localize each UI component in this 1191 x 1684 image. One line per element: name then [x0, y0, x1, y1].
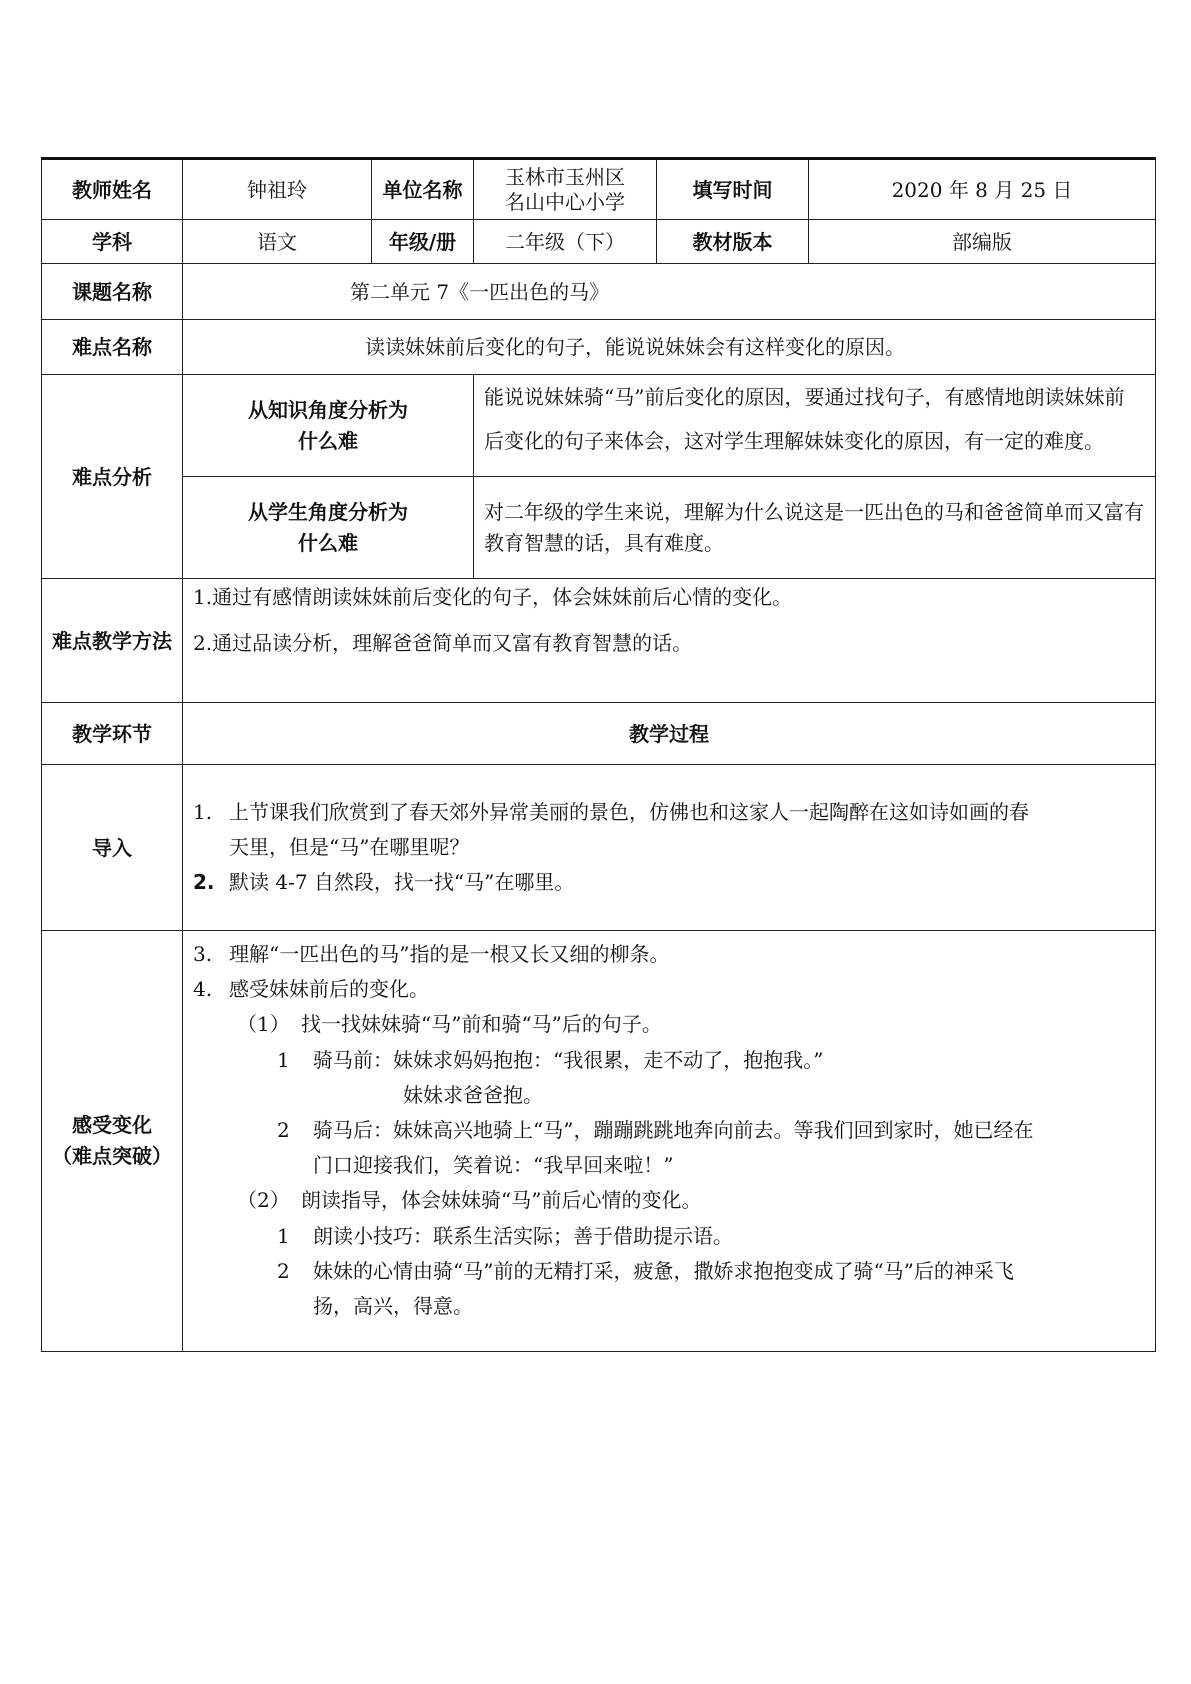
feel-sub-1-b-number: 2 — [277, 1117, 290, 1142]
student-angle-label-line-1: 从学生角度分析为 — [248, 499, 408, 524]
feel-sub-1-a-number: 1 — [277, 1047, 290, 1072]
feel-sub-1-b-line-2: 门口迎接我们，笑着说：“我早回来啦！” — [313, 1153, 674, 1178]
feel-sub-1-b-text — [313, 1113, 1145, 1183]
feel-sub-2-b-line-1: 妹妹的心情由骑“马”前的无精打采，疲惫，撒娇求抱抱变成了骑“马”后的神采飞 — [313, 1258, 1014, 1283]
topic-value: 第二单元 7《一匹出色的马》 — [183, 264, 1156, 320]
unit-name-line-1: 玉林市玉州区 — [505, 164, 625, 189]
feel-sub-2-b — [193, 1254, 1145, 1324]
edition-label: 教材版本 — [657, 220, 809, 264]
feel-sub-2-number: （2） — [237, 1188, 290, 1213]
feel-sub-2-text: 朗读指导，体会妹妹骑“马”前后心情的变化。 — [301, 1188, 702, 1213]
header-row-1 — [42, 159, 1156, 220]
intro-item-1-line-2: 天里，但是“马”在哪里呢？ — [229, 835, 470, 859]
intro-item-2-number: 2. — [193, 870, 215, 894]
student-angle-text-line-1: 对二年级的学生来说，理解为什么说这是一匹出色的马和爸爸简单而又富有 — [484, 499, 1144, 524]
stage-header-label: 教学环节 — [42, 703, 183, 765]
feel-label — [42, 931, 183, 1352]
intro-item-1 — [193, 795, 1145, 865]
lesson-plan-page — [41, 157, 1155, 1352]
feel-sub-1-a-text — [313, 1043, 1145, 1113]
analysis-label: 难点分析 — [42, 375, 183, 579]
unit-name-value — [474, 159, 657, 220]
method-content — [183, 579, 1156, 703]
knowledge-angle-text-line-2: 后变化的句子来体会，这对学生理解妹妹变化的原因，有一定的难度。 — [484, 429, 1104, 453]
feel-sub-2-b-text — [313, 1254, 1145, 1324]
feel-sub-1 — [193, 1007, 1145, 1042]
knowledge-angle-label — [183, 375, 474, 477]
feel-sub-1-text: 找一找妹妹骑“马”前和骑“马”后的句子。 — [301, 1012, 662, 1037]
method-item-2: 2.通过品读分析，理解爸爸简单而又富有教育智慧的话。 — [193, 631, 693, 655]
feel-sub-2-a — [193, 1219, 1145, 1254]
knowledge-angle-text-line-1: 能说说妹妹骑“马”前后变化的原因，要通过找句子，有感情地朗读妹妹前 — [484, 385, 1125, 409]
intro-item-2-text: 默读 4-7 自然段，找一找“马”在哪里。 — [229, 870, 575, 894]
subject-value: 语文 — [183, 220, 372, 264]
header-row-2 — [42, 220, 1156, 264]
student-angle-label-line-2: 什么难 — [298, 530, 358, 555]
intro-row — [42, 765, 1156, 931]
method-item-1: 1.通过有感情朗读妹妹前后变化的句子，体会妹妹前后心情的变化。 — [193, 585, 793, 609]
process-header-row — [42, 703, 1156, 765]
feel-label-line-2: （难点突破） — [52, 1144, 172, 1168]
feel-item-3 — [193, 937, 1145, 972]
intro-label: 导入 — [42, 765, 183, 931]
feel-item-4-text: 感受妹妹前后的变化。 — [229, 977, 429, 1002]
knowledge-angle-label-line-2: 什么难 — [298, 428, 358, 453]
knowledge-angle-text — [474, 375, 1156, 477]
subject-label: 学科 — [42, 220, 183, 264]
feel-item-4 — [193, 972, 1145, 1007]
difficulty-label: 难点名称 — [42, 320, 183, 375]
feel-sub-1-b-line-1: 骑马后：妹妹高兴地骑上“马”，蹦蹦跳跳地奔向前去。等我们回到家时，她已经在 — [313, 1117, 1034, 1142]
student-angle-text — [474, 477, 1156, 579]
feel-sub-2 — [193, 1183, 1145, 1218]
difficulty-value: 读读妹妹前后变化的句子，能说说妹妹会有这样变化的原因。 — [183, 320, 1156, 375]
feel-sub-1-number: （1） — [237, 1012, 290, 1037]
grade-value: 二年级（下） — [474, 220, 657, 264]
intro-item-1-number: 1. — [193, 800, 213, 824]
feel-sub-1-a — [193, 1043, 1145, 1113]
topic-label: 课题名称 — [42, 264, 183, 320]
grade-label: 年级/册 — [372, 220, 474, 264]
feel-content — [183, 931, 1156, 1352]
student-angle-label — [183, 477, 474, 579]
analysis-student-row — [42, 477, 1156, 579]
student-angle-text-line-2: 教育智慧的话，具有难度。 — [484, 530, 724, 555]
intro-item-2 — [193, 865, 1145, 900]
feel-sub-1-a-line-1: 骑马前：妹妹求妈妈抱抱：“我很累，走不动了，抱抱我。” — [313, 1047, 824, 1072]
process-header-label: 教学过程 — [183, 703, 1156, 765]
intro-item-1-text — [229, 795, 1145, 865]
intro-content — [183, 765, 1156, 931]
method-label: 难点教学方法 — [42, 579, 183, 703]
feel-sub-1-a-line-2: 妹妹求爸爸抱。 — [403, 1082, 543, 1107]
feel-sub-2-a-number: 1 — [277, 1223, 290, 1248]
unit-name-label: 单位名称 — [372, 159, 474, 220]
teacher-name-value: 钟祖玲 — [183, 159, 372, 220]
feel-label-line-1: 感受变化 — [72, 1113, 152, 1137]
unit-name-line-2: 名山中心小学 — [505, 189, 625, 214]
lesson-plan-table — [41, 157, 1156, 1352]
method-row — [42, 579, 1156, 703]
fill-date-value: 2020 年 8 月 25 日 — [809, 159, 1156, 220]
feel-row — [42, 931, 1156, 1352]
feel-sub-2-b-line-2: 扬，高兴，得意。 — [313, 1293, 473, 1318]
difficulty-row — [42, 320, 1156, 375]
topic-row — [42, 264, 1156, 320]
feel-sub-2-a-text: 朗读小技巧：联系生活实际；善于借助提示语。 — [313, 1223, 733, 1248]
edition-value: 部编版 — [809, 220, 1156, 264]
feel-sub-2-b-number: 2 — [277, 1258, 290, 1283]
teacher-name-label: 教师姓名 — [42, 159, 183, 220]
feel-sub-1-b — [193, 1113, 1145, 1183]
knowledge-angle-label-line-1: 从知识角度分析为 — [248, 397, 408, 422]
intro-item-1-line-1: 上节课我们欣赏到了春天郊外异常美丽的景色，仿佛也和这家人一起陶醉在这如诗如画的春 — [229, 800, 1029, 824]
feel-item-3-text: 理解“一匹出色的马”指的是一根又长又细的柳条。 — [229, 942, 670, 966]
fill-date-label: 填写时间 — [657, 159, 809, 220]
feel-item-4-number: 4. — [193, 977, 213, 1002]
feel-item-3-number: 3. — [193, 942, 213, 966]
analysis-knowledge-row — [42, 375, 1156, 477]
